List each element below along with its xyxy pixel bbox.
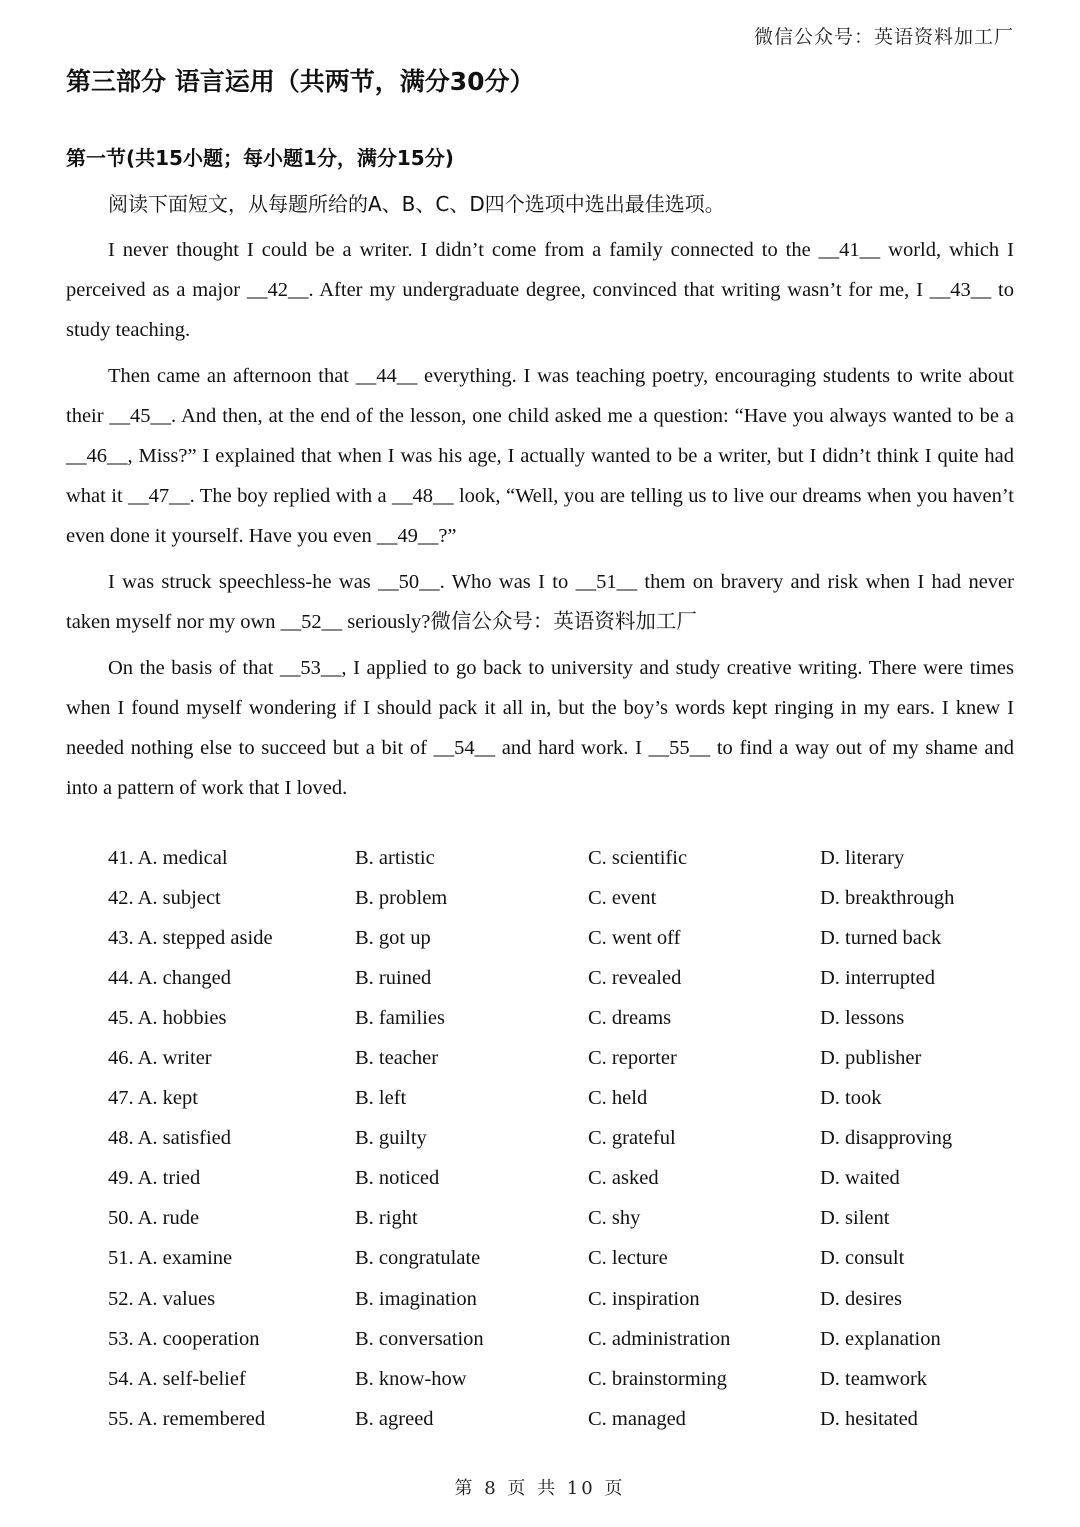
option-c: C. inspiration: [588, 1287, 700, 1310]
option-c: C. asked: [588, 1167, 659, 1190]
option-row: [108, 1399, 1008, 1439]
option-c: C. event: [588, 886, 657, 909]
option-a: 47. A. kept: [108, 1087, 198, 1110]
section-title: 第一节(共15小题；每小题1分，满分15分): [66, 146, 454, 170]
option-b: B. guilty: [355, 1127, 427, 1150]
option-b: B. agreed: [355, 1407, 434, 1430]
option-d: D. teamwork: [820, 1367, 928, 1390]
option-d: D. hesitated: [820, 1407, 918, 1430]
option-d: D. interrupted: [820, 966, 935, 989]
option-c: C. reporter: [588, 1047, 677, 1070]
option-a: 48. A. satisfied: [108, 1127, 231, 1150]
option-a: 43. A. stepped aside: [108, 926, 273, 949]
passage-paragraph: Then came an afternoon that __44__ everything. I was teaching poetry, encouraging students to write about their __45__. And then, at the end of the lesson, one child asked me a question: “Have you always wanted to be a __46__, Miss?” I explained that when I was his age, I actually wanted to be a writer, but I didn’t think I quite had what it __47__. The boy replied with a __48__ look, “Well, you are telling us to live our dreams when you haven’t even done it yourself. Have you even __49__?”: [66, 365, 1014, 547]
option-c: C. went off: [588, 926, 681, 949]
option-c: C. revealed: [588, 966, 682, 989]
option-a: 53. A. cooperation: [108, 1327, 260, 1350]
option-c: C. administration: [588, 1327, 731, 1350]
option-d: D. silent: [820, 1207, 890, 1230]
option-c: C. managed: [588, 1407, 686, 1430]
option-a: 51. A. examine: [108, 1247, 233, 1270]
option-row: [108, 1119, 1008, 1159]
option-row: [108, 1038, 1008, 1078]
option-a: 45. A. hobbies: [108, 1006, 227, 1029]
option-row: [108, 1279, 1008, 1319]
instruction-text: 阅读下面短文，从每题所给的A、B、C、D四个选项中选出最佳选项。: [108, 192, 725, 216]
option-d: D. turned back: [820, 926, 942, 949]
option-d: D. consult: [820, 1247, 905, 1270]
option-a: 42. A. subject: [108, 886, 221, 909]
option-b: B. left: [355, 1087, 407, 1110]
option-d: D. lessons: [820, 1006, 905, 1029]
option-b: B. imagination: [355, 1287, 477, 1310]
passage-paragraph: I never thought I could be a writer. I didn’t come from a family connected to the __41__ world, which I perceived as a major __42__. After my undergraduate degree, convinced that writing wasn’t for me, I __43__ to study teaching.: [66, 239, 1014, 341]
option-row: [108, 1319, 1008, 1359]
option-a: 54. A. self-belief: [108, 1367, 246, 1390]
passage-paragraph: I was struck speechless-he was __50__. Who was I to __51__ them on bravery and risk when I had never taken myself nor my own __52__ seriously?微信公众号：英语资料加工厂: [66, 571, 1014, 633]
option-row: [108, 838, 1008, 878]
header-watermark: 微信公众号：英语资料加工厂: [753, 26, 1014, 48]
option-row: [108, 1159, 1008, 1199]
option-row: [108, 1079, 1008, 1119]
option-c: C. held: [588, 1087, 648, 1110]
option-c: C. lecture: [588, 1247, 668, 1270]
option-row: [108, 1239, 1008, 1279]
option-b: B. conversation: [355, 1327, 484, 1350]
option-d: D. took: [820, 1087, 882, 1110]
option-a: 46. A. writer: [108, 1047, 212, 1070]
option-b: B. teacher: [355, 1047, 439, 1070]
option-a: 50. A. rude: [108, 1207, 200, 1230]
option-c: C. dreams: [588, 1006, 672, 1029]
option-c: C. scientific: [588, 846, 688, 869]
option-b: B. problem: [355, 886, 448, 909]
option-a: 52. A. values: [108, 1287, 216, 1310]
option-row: [108, 1359, 1008, 1399]
option-d: D. explanation: [820, 1327, 941, 1350]
option-a: 55. A. remembered: [108, 1407, 266, 1430]
option-b: B. noticed: [355, 1167, 440, 1190]
option-b: B. right: [355, 1207, 418, 1230]
option-d: D. waited: [820, 1167, 900, 1190]
option-b: B. ruined: [355, 966, 432, 989]
option-b: B. got up: [355, 926, 431, 949]
option-a: 41. A. medical: [108, 846, 228, 869]
option-row: [108, 918, 1008, 958]
passage-paragraph: On the basis of that __53__, I applied to go back to university and study creative writing. There were times when I found myself wondering if I should pack it all in, but the boy’s words kept ringing in my ears. I knew I needed nothing else to succeed but a bit of __54__ and hard work. I __55__ to find a way out of my shame and into a pattern of work that I loved.: [66, 657, 1014, 799]
cloze-passage: [66, 230, 1014, 814]
option-d: D. desires: [820, 1287, 902, 1310]
option-row: [108, 878, 1008, 918]
option-a: 49. A. tried: [108, 1167, 201, 1190]
option-d: D. breakthrough: [820, 886, 955, 909]
option-d: D. publisher: [820, 1047, 922, 1070]
option-c: C. shy: [588, 1207, 641, 1230]
page-number: 第 8 页 共 10 页: [454, 1478, 626, 1499]
option-d: D. disapproving: [820, 1127, 953, 1150]
option-b: B. congratulate: [355, 1247, 481, 1270]
answer-options: [108, 838, 1008, 1439]
option-c: C. grateful: [588, 1127, 676, 1150]
option-c: C. brainstorming: [588, 1367, 727, 1390]
option-row: [108, 998, 1008, 1038]
option-b: B. families: [355, 1006, 445, 1029]
option-row: [108, 958, 1008, 998]
option-b: B. know-how: [355, 1367, 467, 1390]
option-b: B. artistic: [355, 846, 435, 869]
option-d: D. literary: [820, 846, 905, 869]
option-a: 44. A. changed: [108, 966, 231, 989]
part-title: 第三部分 语言运用（共两节，满分30分）: [66, 67, 535, 96]
option-row: [108, 1199, 1008, 1239]
